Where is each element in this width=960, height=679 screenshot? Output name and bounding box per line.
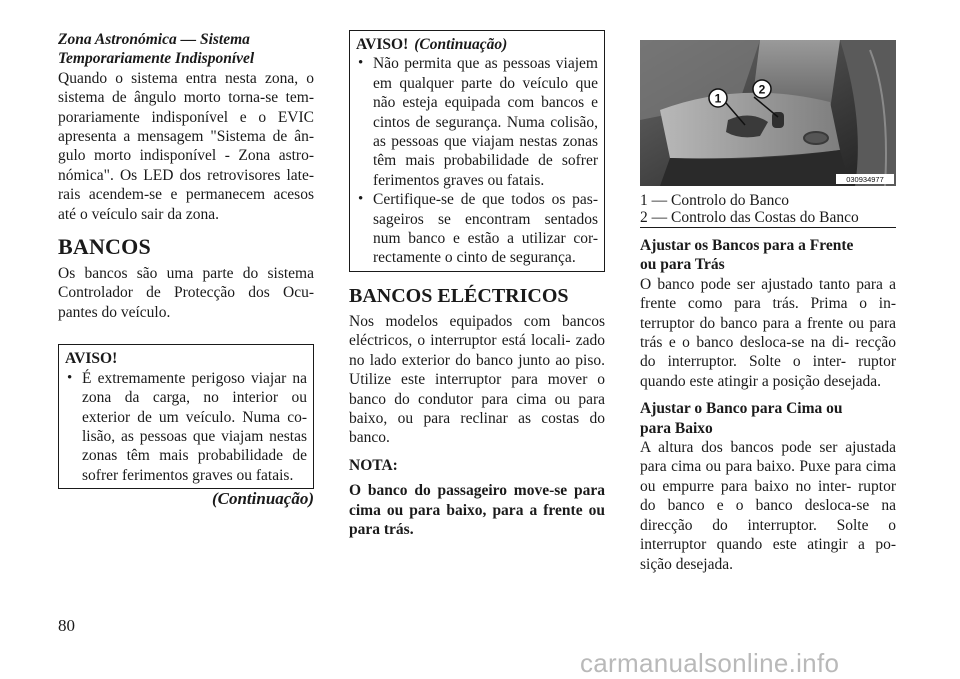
warning-box: [58, 344, 314, 489]
heading-bancos: BANCOS: [58, 234, 151, 260]
figure-code: 030934977: [846, 175, 884, 184]
warning-item: • Certifique-se de que todos os pas- sageiros se encontram sentados num banco e estão a utilizar cor- rectamente o cinto de segurança.: [356, 190, 598, 268]
warning-continued-label: (Continuação): [414, 36, 508, 53]
subheading-line-1: Zona Astronómica — Sistema: [58, 31, 250, 48]
warning-item: • Não permita que as pessoas viajem em qualquer parte do veículo que não esteja equipada com bancos e cintos de segurança. Numa colisão, as pessoas que viajam nestas zonas têm mais probabilidade de sofrer ferimentos graves ou fatais.: [356, 54, 598, 190]
warning-title-text: AVISO!: [356, 36, 409, 53]
subheading-up-down: [640, 399, 896, 438]
subheading-astronomic-zone: [58, 30, 314, 69]
paragraph-front-back: O banco pode ser ajustado tanto para a frente como para trás. Prima o in- terruptor do banco para a frente ou para trás e o banco desloca-se na di- recção do interruptor. Solte o inter- ruptor quando este atingir a posição desejada.: [640, 275, 896, 390]
page-number: 80: [58, 616, 75, 635]
subheading-front-back: [640, 236, 896, 275]
note-label: NOTA:: [349, 456, 398, 474]
seat-illustration: [640, 40, 896, 186]
warning-item: • É extremamente perigoso viajar na zona da carga, no interior ou exterior de um veículo. Numa co- lisão, as pessoas que viajam nestas zonas têm mais probabilidade de sofrer ferimentos graves ou fatais.: [65, 369, 307, 485]
subheading-line-2: para Baixo: [640, 419, 713, 437]
callout-1: 1: [714, 91, 722, 106]
column-left: [58, 30, 314, 509]
paragraph-astronomic-zone: Quando o sistema entra nesta zona, o sistema de ângulo morto torna-se tem- porariamente indisponível e o EVIC apresenta a mensagem "Sistema de ân- gulo morto indisponível - Zona astro- nómica". Os LED dos retrovisores late- rais acendem-se e permanecem acesos até o veículo sair da zona.: [58, 69, 314, 223]
column-middle: [349, 30, 605, 539]
warning-list: [65, 369, 307, 485]
caption-line-1: 1 — Controlo do Banco: [640, 192, 789, 209]
subheading-line-1: Ajustar os Bancos para a Frente: [640, 237, 854, 254]
warning-title: [356, 35, 598, 54]
warning-list: [356, 54, 598, 267]
continued-label: (Continuação): [211, 489, 314, 509]
paragraph-bancos-electricos: Nos modelos equipados com bancos eléctricos, o interruptor está locali- zado no lado exterior do banco junto ao piso. Utilize este interruptor para mover o banco do condutor para cima ou para baixo, ou para reclinar as costas do banco.: [349, 312, 605, 447]
caption-line-2: 2 — Controlo das Costas do Banco: [640, 209, 896, 228]
seat-controls-photo: [640, 40, 896, 186]
subheading-line-2: Temporariamente Indisponível: [58, 50, 255, 68]
subheading-line-1: Ajustar o Banco para Cima ou: [640, 400, 843, 418]
column-right: [640, 30, 896, 574]
note-text: O banco do passageiro move-se para cima ou para baixo, para a frente ou para trás.: [349, 482, 605, 538]
figure-caption: [640, 192, 896, 228]
heading-bancos-electricos: BANCOS ELÉCTRICOS: [349, 284, 569, 307]
paragraph-up-down: A altura dos bancos pode ser ajustada para cima ou para baixo. Puxe para cima ou empurre para baixo no inter- ruptor do banco e o banco desloca-se na direcção do interruptor. Solte o interruptor quando este atingir a po- sição desejada.: [640, 439, 896, 573]
watermark: carmanualsonline.info: [580, 648, 840, 678]
subheading-line-2: ou para Trás: [640, 256, 725, 274]
paragraph-bancos: Os bancos são uma parte do sistema Controlador de Protecção dos Ocu- pantes do veículo.: [58, 265, 314, 321]
warning-title: AVISO!: [65, 350, 118, 368]
callout-2: 2: [758, 82, 766, 97]
warning-box-continued: [349, 30, 605, 272]
